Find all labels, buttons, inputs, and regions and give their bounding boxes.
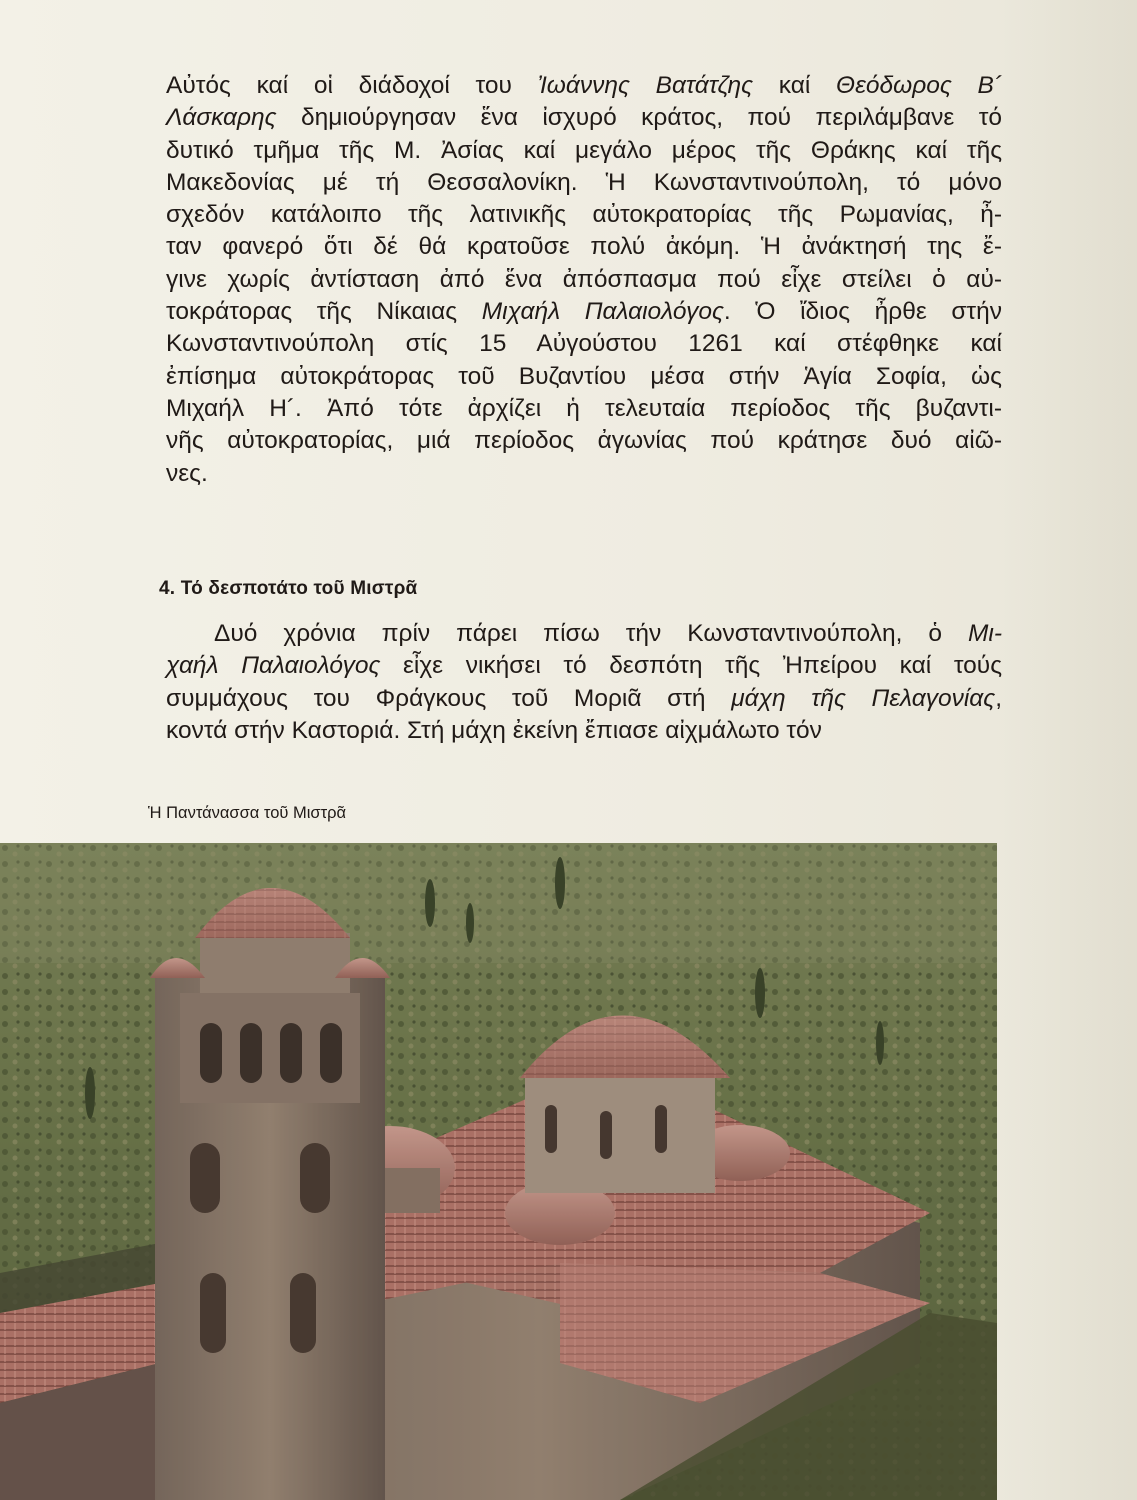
pantanassa-church-photo [0,843,997,1500]
photo-caption: Ἡ Παντάνασσα τοῦ Μιστρᾶ [148,804,347,822]
paragraph-2 [166,618,1002,747]
text-line: συμμάχους του Φράγκους τοῦ Μοριᾶ στή μάχη τῆς Πελαγονίας, [166,684,1003,712]
text-line: ταν φανερό ὅτι δέ θά κρατοῦσε πολύ ἀκόμη. Ἡ ἀνάκτησή της ἔ- [166,233,1002,261]
text-line: νῆς αὐτοκρατορίας, μιά περίοδος ἀγωνίας πού κράτησε δυό αἰῶ- [166,427,1002,455]
italic-term: Μιχαήλ Παλαιολόγος [481,298,724,326]
text-line: Μακεδονίας μέ τή Θεσσαλονίκη. Ἡ Κωνσταντινούπολη, τό μόνο [166,168,1002,196]
page-edge-shadow [1002,0,1137,1500]
italic-term: Ἰωάννης Βατάτζης [537,72,754,99]
text-line: κοντά στήν Καστοριά. Στή μάχη ἐκείνη ἔπιασε αἰχμάλωτο τόν [166,716,822,744]
italic-term: μάχη τῆς Πελαγονίας [731,684,996,712]
text-line: Κωνσταντινούπολη στίς 15 Αὐγούστου 1261 καί στέφθηκε καί [166,330,1002,358]
text-line: νες. [166,459,208,487]
text-line: δυτικό τμῆμα τῆς Μ. Ἀσίας καί μεγάλο μέρος τῆς Θράκης καί τῆς [166,136,1002,164]
text-line: σχεδόν κατάλοιπο τῆς λατινικῆς αὐτοκρατορίας τῆς Ρωμανίας, ἦ- [166,201,1002,229]
section-heading: 4. Τό δεσποτάτο τοῦ Μιστρᾶ [159,578,418,599]
text-line: τοκράτορας τῆς Νίκαιας Μιχαήλ Παλαιολόγος. Ὁ ἴδιος ἦρθε στήν [166,298,1002,326]
text-line: Αὐτός καί οἱ διάδοχοί του Ἰωάννης Βατάτζης καί Θεόδωρος Β´ [166,72,1002,99]
text-line: Μιχαήλ Η´. Ἀπό τότε ἀρχίζει ἡ τελευταία περίοδος τῆς βυζαντι- [166,394,1002,422]
italic-term: Λάσκαρης [166,104,277,132]
italic-term: Θεόδωρος Β´ [836,72,1002,99]
text-line: χαήλ Παλαιολόγος εἶχε νικήσει τό δεσπότη τῆς Ἠπείρου καί τούς [166,652,1002,680]
paragraph-1 [166,70,1002,490]
text-line: γινε χωρίς ἀντίσταση ἀπό ἕνα ἀπόσπασμα πού εἶχε στείλει ὁ αὐ- [166,265,1002,293]
italic-term: χαήλ Παλαιολόγος [166,652,381,680]
text-line: Δυό χρόνια πρίν πάρει πίσω τήν Κωνσταντινούπολη, ὁ Μι- [214,620,1002,647]
italic-term: Μι- [967,620,1002,647]
text-line: ἐπίσημα αὐτοκράτορας τοῦ Βυζαντίου μέσα στήν Ἁγία Σοφία, ὡς [166,362,1002,390]
text-line: Λάσκαρης δημιούργησαν ἕνα ἰσχυρό κράτος, πού περιλάμβανε τό [166,104,1002,132]
